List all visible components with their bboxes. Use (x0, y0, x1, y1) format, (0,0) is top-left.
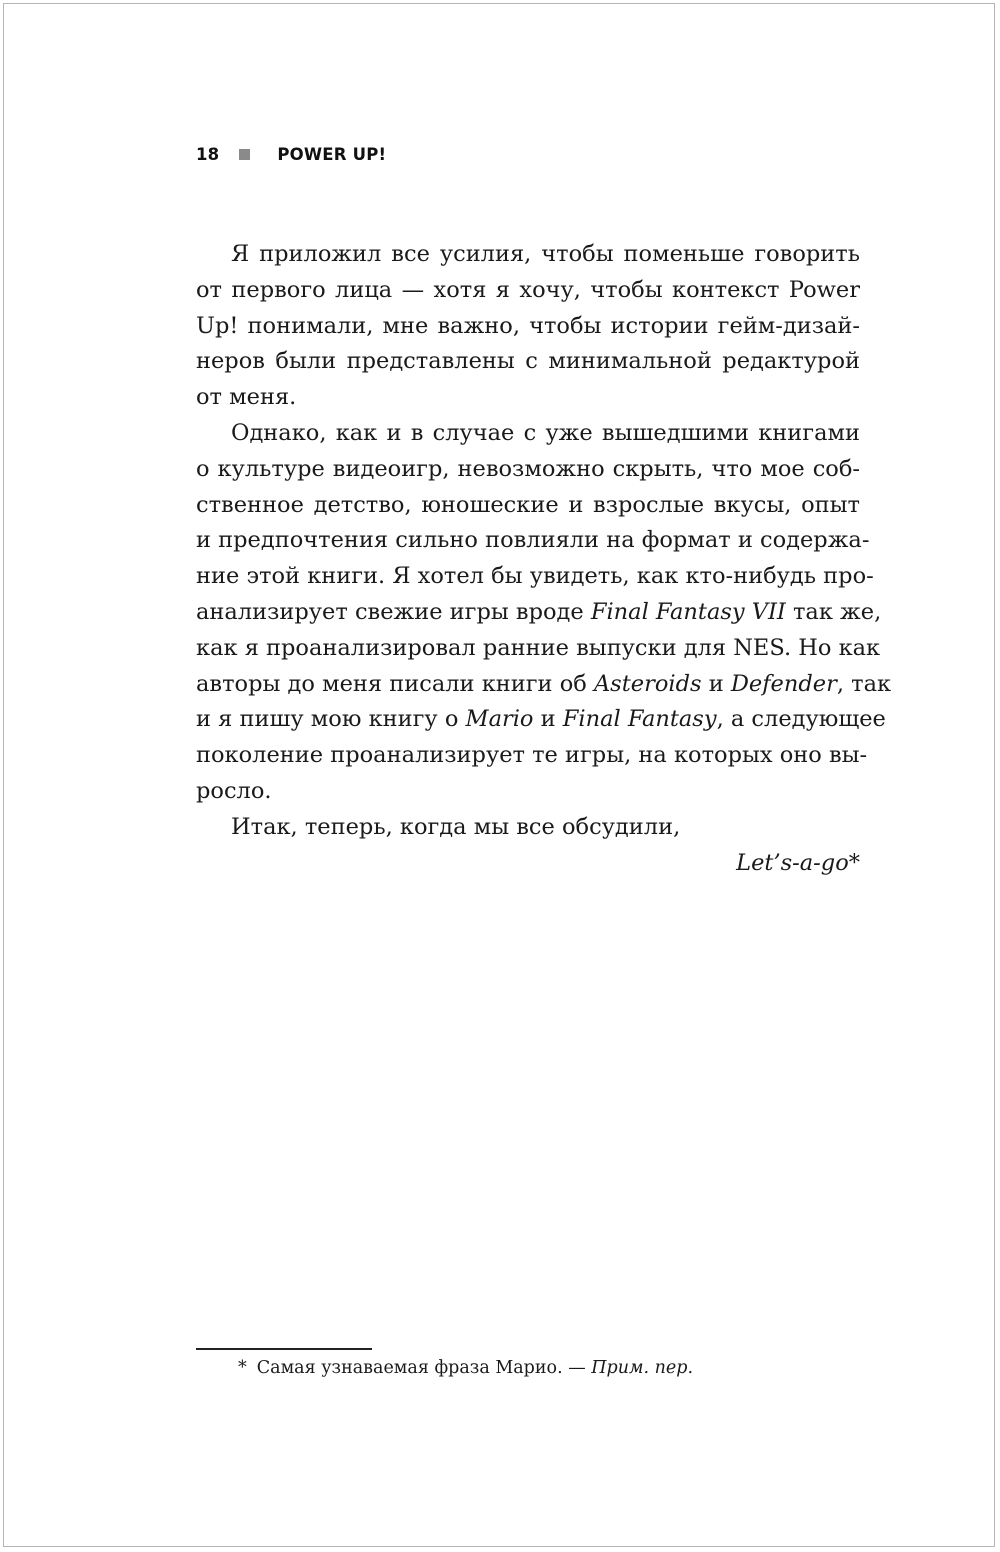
text-line (196, 667, 892, 703)
footnote-text: Самая узнаваемая фраза Марио. — (256, 1358, 592, 1378)
text-line: о культуре видеоигр, невозможно скрыть, что мое соб- (196, 455, 860, 482)
square-bullet-icon (239, 149, 250, 160)
footnote-rule (196, 1348, 372, 1350)
paragraph-2 (196, 416, 892, 810)
book-title: POWER UP! (277, 145, 387, 164)
text-line: росло. (196, 777, 272, 804)
game-title: Defender (730, 670, 837, 697)
game-title: Asteroids (593, 670, 702, 697)
text-run: и (701, 670, 731, 697)
text-run: , а следующее (716, 706, 886, 733)
text-line (196, 595, 882, 631)
text-run: и я пишу мою книгу о (196, 706, 466, 733)
text-line: Я приложил все усилия, чтобы поменьше говорить (231, 241, 860, 267)
footnote (238, 1358, 693, 1378)
text-run: и (533, 706, 563, 733)
page-number: 18 (196, 145, 220, 164)
text-run: авторы до меня писали книги об (196, 670, 594, 697)
text-line: Up! понимали, мне важно, чтобы истории гейм-дизай- (196, 312, 860, 339)
game-title: Final Fantasy VII (590, 598, 786, 625)
text-line (196, 702, 886, 738)
text-line: Итак, теперь, когда мы все обсудили, (231, 813, 681, 840)
game-title: Mario (465, 706, 534, 733)
game-title: Final Fantasy (562, 706, 717, 733)
text-run: анализирует свежие игры вроде (196, 598, 591, 625)
text-line: ственное детство, юношеские и взрослые вкусы, опыт (196, 491, 860, 518)
text-line: от меня. (196, 384, 297, 411)
signoff (196, 846, 860, 882)
body-text (196, 237, 892, 881)
running-head (196, 145, 386, 164)
footnote-note: Прим. пер. (591, 1358, 694, 1378)
text-run: так же, (785, 598, 882, 625)
text-line: ние этой книги. Я хотел бы увидеть, как кто-нибудь про- (196, 563, 874, 590)
paragraph-1 (196, 237, 860, 416)
text-line: как я проанализировал ранние выпуски для NES. Но как (196, 634, 881, 661)
text-line: неров были представлены с минимальной редактурой (196, 348, 860, 375)
paragraph-3 (196, 810, 860, 846)
signoff-text: Let’s-a-go* (736, 849, 860, 876)
text-line: и предпочтения сильно повлияли на формат и содержа- (196, 527, 870, 554)
text-line: Однако, как и в случае с уже вышедшими книгами (231, 419, 860, 446)
text-line: поколение проанализирует те игры, на которых оно вы- (196, 742, 868, 769)
text-run: , так (836, 670, 892, 697)
footnote-marker: * (238, 1358, 247, 1378)
text-line: от первого лица — хотя я хочу, чтобы контекст Power (196, 276, 860, 303)
